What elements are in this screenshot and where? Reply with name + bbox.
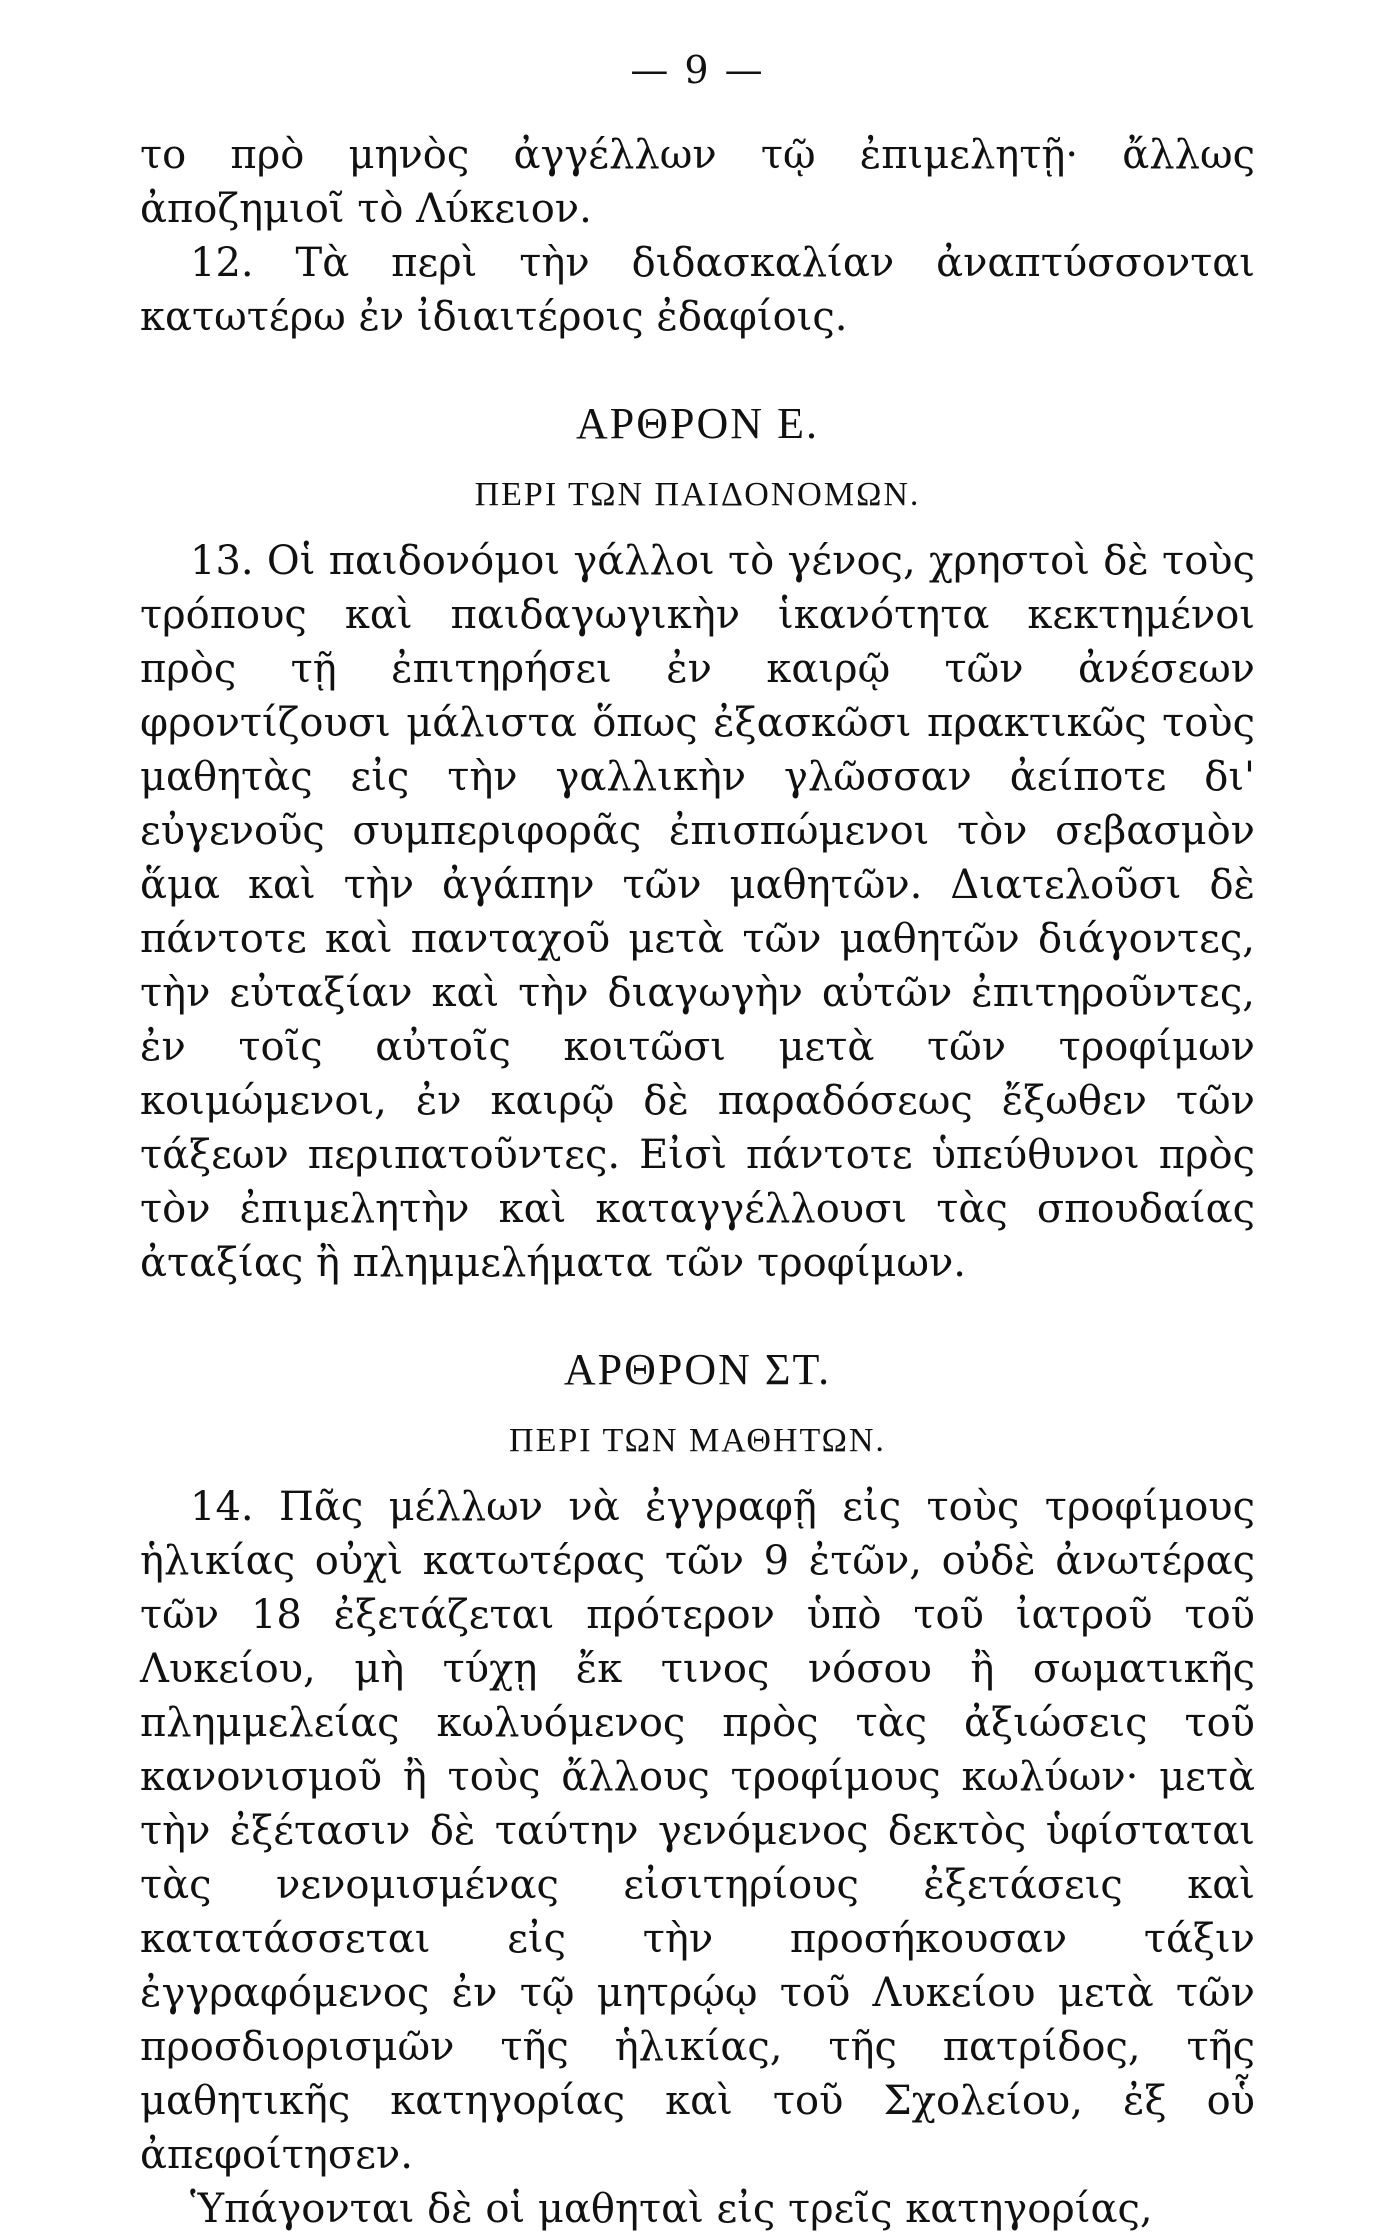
paragraph-14: 14. Πᾶς μέλλων νὰ ἐγγραφῇ εἰς τοὺς τροφίμους ἡλικίας οὐχὶ κατωτέρας τῶν 9 ἐτῶν, οὐδὲ ἀνωτέρας τῶν 18 ἐξετάζεται πρότερον ὑπὸ τοῦ ἰατροῦ τοῦ Λυκείου, μὴ τύχῃ ἔκ τινος νόσου ἢ σωματικῆς πλημμελείας κωλυόμενος πρὸς τὰς ἀξιώσεις τοῦ κανονισμοῦ ἢ τοὺς ἄλλους τροφίμους κωλύων· μετὰ τὴν ἐξέτασιν δὲ ταύτην γενόμενος δεκτὸς ὑφίσταται τὰς νενομισμένας εἰσιτηρίους ἐξετάσεις καὶ κατατάσσεται εἰς τὴν προσήκουσαν τάξιν ἐγγραφόμενος ἐν τῷ μητρῴῳ τοῦ Λυκείου μετὰ τῶν προσδιορισμῶν τῆς ἡλικίας, τῆς πατρίδος, τῆς μαθητικῆς κατηγορίας καὶ τοῦ Σχολείου, ἐξ οὗ ἀπεφοίτησεν. xyxy=(140,1484,1255,2178)
article-st-subheading: ΠΕΡΙ ΤΩΝ ΜΑΘΗΤΩΝ. xyxy=(509,1422,886,1459)
article-st-heading: ΑΡΘΡΟΝ ΣΤ. xyxy=(563,1345,832,1394)
paragraph-12: 12. Τὰ περὶ τὴν διδασκαλίαν ἀναπτύσσονται κατωτέρω ἐν ἰδιαιτέροις ἐδαφίοις. xyxy=(140,240,1255,340)
paragraph-categories: Ὑπάγονται δὲ οἱ μαθηταὶ εἰς τρεῖς κατηγορίας, xyxy=(190,2186,1153,2232)
document-page xyxy=(140,40,1255,2232)
paragraph-13: 13. Οἱ παιδονόμοι γάλλοι τὸ γένος, χρηστοὶ δὲ τοὺς τρόπους καὶ παιδαγωγικὴν ἱκανότητα κεκτημένοι πρὸς τῇ ἐπιτηρήσει ἐν καιρῷ τῶν ἀνέσεων φροντίζουσι μάλιστα ὅπως ἐξασκῶσι πρακτικῶς τοὺς μαθητὰς εἰς τὴν γαλλικὴν γλῶσσαν ἀείποτε δι' εὐγενοῦς συμπεριφορᾶς ἐπισπώμενοι τὸν σεβασμὸν ἅμα καὶ τὴν ἀγάπην τῶν μαθητῶν. Διατελοῦσι δὲ πάντοτε καὶ πανταχοῦ μετὰ τῶν μαθητῶν διάγοντες, τὴν εὐταξίαν καὶ τὴν διαγωγὴν αὐτῶν ἐπιτηροῦντες, ἐν τοῖς αὐτοῖς κοιτῶσι μετὰ τῶν τροφίμων κοιμώμενοι, ἐν καιρῷ δὲ παραδόσεως ἔξωθεν τῶν τάξεων περιπατοῦντες. Εἰσὶ πάντοτε ὑπεύθυνοι πρὸς τὸν ἐπιμελητὴν καὶ καταγγέλλουσι τὰς σπουδαίας ἀταξίας ἢ πλημμελήματα τῶν τροφίμων. xyxy=(140,538,1255,1286)
article-e-subheading: ΠΕΡΙ ΤΩΝ ΠΑΙΔΟΝΟΜΩΝ. xyxy=(474,476,921,513)
page-number: — 9 — xyxy=(630,48,765,92)
paragraph-continuation: το πρὸ μηνὸς ἀγγέλλων τῷ ἐπιμελητῇ· ἄλλως ἀποζημιοῖ τὸ Λύκειον. xyxy=(140,132,1255,232)
article-e-heading: ΑΡΘΡΟΝ Ε. xyxy=(576,399,819,448)
